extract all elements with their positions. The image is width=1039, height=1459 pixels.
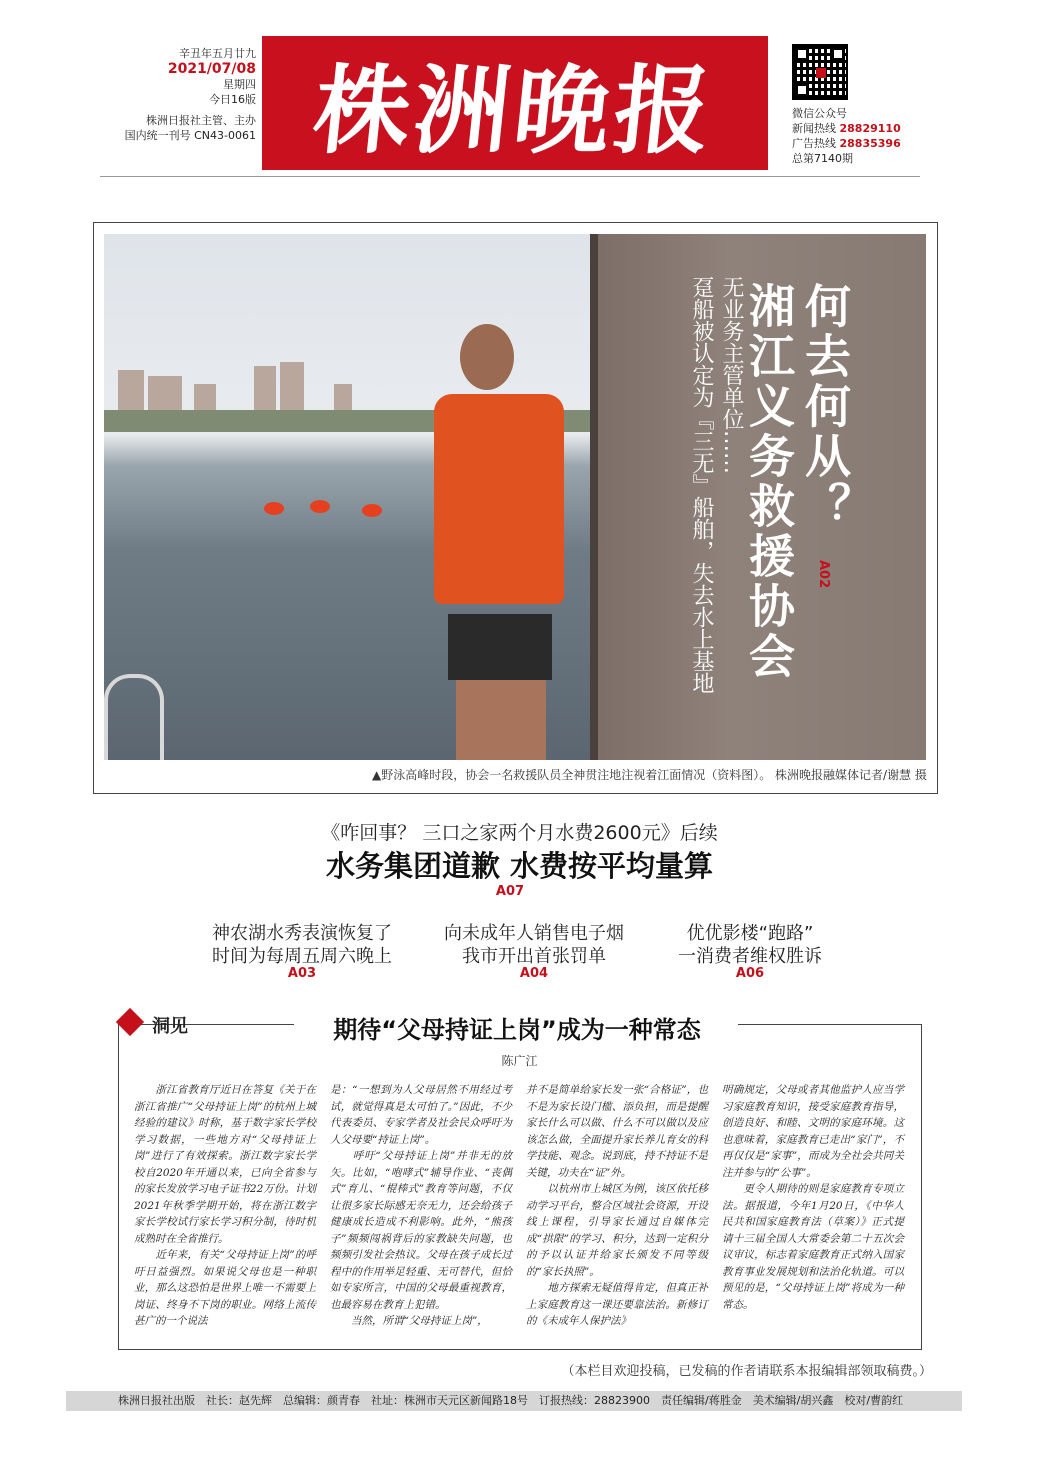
- photo-caption: ▲野泳高峰时段，协会一名救援队员全神贯注地注视着江面情况（资料图）。 株洲晚报融媒体记者/谢慧 摄: [372, 768, 927, 782]
- wechat-label: 微信公众号: [792, 107, 847, 120]
- feature-page-ref[interactable]: A02: [816, 560, 831, 589]
- lunar-date: 辛丑年五月廿九: [179, 47, 256, 60]
- diamond-icon: [116, 1008, 144, 1036]
- brief-item[interactable]: 神农湖水秀表演恢复了 时间为每周五周六晚上: [212, 923, 392, 967]
- sponsor: 株洲日报社主管、主办: [146, 114, 256, 127]
- feature-headline-2[interactable]: 湘江义务救援协会: [742, 282, 796, 682]
- column-logo: [116, 1010, 224, 1038]
- masthead-right-info: [792, 106, 901, 166]
- feature-subhead-2: 趸船被认定为『三无』船舶，失去水上基地: [689, 276, 714, 694]
- brief-item[interactable]: 优优影楼“跑路” 一消费者维权胜诉: [678, 923, 822, 967]
- column-title[interactable]: 期待“父母持证上岗”成为一种常态: [333, 1016, 701, 1044]
- brief-page-ref[interactable]: A06: [735, 966, 765, 981]
- page-count: 今日16版: [209, 93, 256, 106]
- ad-hotline: 广告热线 28835396: [792, 137, 901, 150]
- masthead-rule: [100, 176, 920, 177]
- cn-number: 国内统一刊号 CN43-0061: [124, 129, 256, 142]
- issue-date: 2021/07/08: [167, 61, 256, 77]
- column-text: 是：“一想到为人父母居然不用经过考试，就觉得真是太可怕了。”因此，不少代表委员、专家学者及社会民众呼吁为人父母要“持证上岗”。 呼吁“父母持证上岗”并非无的放矢。比如，“咆哮式”辅导作业、“丧偶式”育儿、“棍棒式”教育等问题，不仅让很多家长际感无奈无力，还会给孩子健康成长造成不利影响。此外，“熊孩子”频频闯祸背后的家教缺失问题，也频频引发社会热议。父母在孩子成长过程中的作用举足轻重、无可替代，但恰如专家所言，中国的父母最重视教育，也最容易在教育上犯错。 当然，所谓“父母持证上岗”，: [330, 1084, 512, 1327]
- brief-page-ref[interactable]: A04: [519, 966, 549, 981]
- weekday: 星期四: [223, 78, 256, 91]
- ladder-rail: [104, 674, 164, 760]
- story-pre-title: 《咋回事？ 三口之家两个月水费2600元》后续: [321, 822, 718, 844]
- newspaper-masthead: [262, 36, 768, 170]
- issue-number: 总第7140期: [792, 152, 853, 165]
- footer-credits: 株洲日报社出版 社长：赵先辉 总编辑：颜青春 社址：株洲市天元区新闻路18号 订报热线：28823900 责任编辑/蒋胜金 美术编辑/胡兴鑫 校对/曹韵红: [66, 1391, 962, 1411]
- story-page-ref[interactable]: A07: [495, 884, 525, 899]
- news-hotline: 新闻热线 28829110: [792, 122, 901, 135]
- newspaper-title: 株洲晚报: [308, 53, 721, 167]
- column-logo-text: 洞见: [152, 1016, 188, 1037]
- column-text: 并不是简单给家长发一张“合格证”，也不是为家长设门槛、添负担，而是提醒家长什么可以做、什么不可以做以及应该怎么做，全面提升家长养儿育女的科学技能、观念。说到底，持不持证不是关键，功夫在“证”外。 以杭州市上城区为例，该区依托移动学习平台，整合区域社会资源，开设线上课程，引导家长通过自媒体完成“拱限”的学习、积分，达到一定积分的予以认证并给家长颁发不同等级的“家长执照”。 地方探索无疑值得肯定，但真正补上家庭教育这一课还要靠法治。新修订的《未成年人保护法》: [526, 1084, 708, 1327]
- brief-item[interactable]: 向未成年人销售电子烟 我市开出首张罚单: [444, 923, 624, 967]
- brief-page-ref[interactable]: A03: [287, 966, 317, 981]
- column-note: （本栏目欢迎投稿，已发稿的作者请联系本报编辑部领取稿费。）: [561, 1364, 932, 1379]
- column-text: 明确规定，父母或者其他监护人应当学习家庭教育知识，接受家庭教育指导，创造良好、和睦、文明的家庭环境。这也意味着，家庭教育已走出“家门”，不再仅仅是“家事”，而成为全社会共同关注并参与的“公事”。 更令人期待的则是家庭教育专项立法。据报道，今年1月20日，《中华人民共和国家庭教育法（草案）》正式提请十三届全国人大常委会第二十五次会议审议，标志着家庭教育正式纳入国家教育事业发展规划和法治化轨道。可以预见的是，“父母持证上岗”将成为一种常态。: [722, 1084, 904, 1311]
- column-author: 陈广江: [501, 1054, 538, 1068]
- feature-subhead-1: 无业务主管单位……: [719, 276, 744, 474]
- feature-headline-1[interactable]: 何去何从？: [798, 282, 852, 532]
- qr-code-icon: [792, 44, 848, 100]
- masthead-left-info: [108, 46, 256, 143]
- story-title[interactable]: 水务集团道歉 水费按平均量算: [325, 849, 714, 883]
- column-text: 浙江省教育厅近日在答复《关于在浙江省推广“父母持证上岗”的杭州上城经验的建议》时称，基于数字家长学校学习数据，一些地方对“父母持证上岗”进行了有效探索。浙江数字家长学校自2020年开通以来，已向全省参与的家长发放学习电子证书22万份。计划2021年秋季学期开始，将在浙江数字家长学校试行家长学习积分制，待时机成熟时在全省推行。 近年来，有关“父母持证上岗”的呼吁日益强烈。如果说父母也是一种职业，那么这恐怕是世界上唯一不需要上岗证、终身不下岗的职业。网络上流传甚广的一个说法: [134, 1084, 316, 1327]
- rescuer-figure: [434, 324, 584, 760]
